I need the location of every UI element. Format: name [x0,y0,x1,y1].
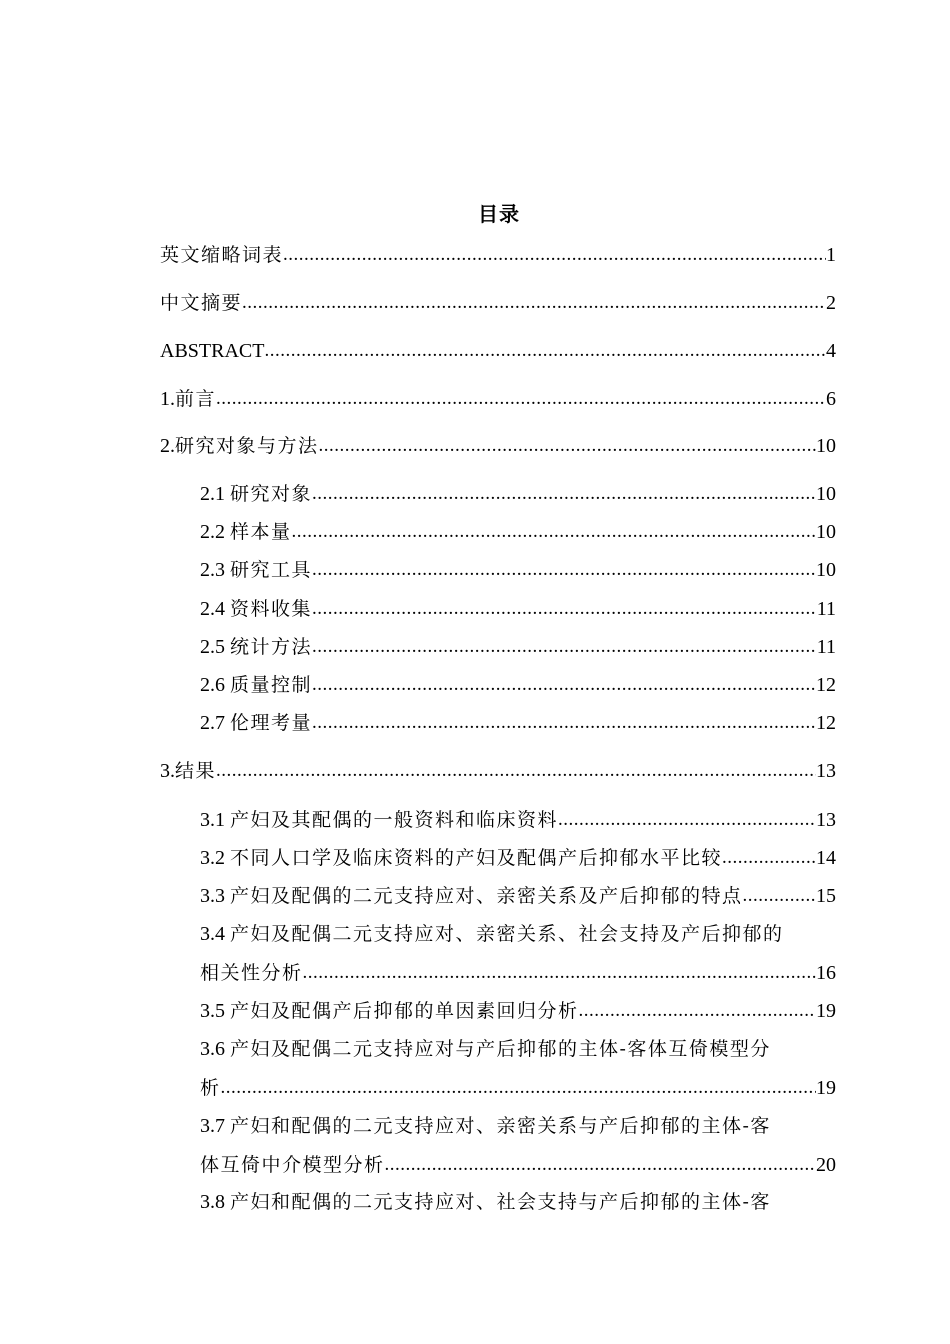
toc-dot-leader [722,843,816,873]
toc-entry-label: 2.4 资料收集 [200,598,313,620]
toc-entry-label: 析 [200,1077,221,1099]
toc-entry-label: ABSTRACT [160,340,265,362]
toc-entry-label: 2.7 伦理考量 [200,712,313,734]
toc-dot-leader [242,288,826,318]
toc-entry-label: 英文缩略词表 [160,244,284,266]
toc-subentry-line1[interactable]: 3.4 产妇及配偶二元支持应对、亲密关系、社会支持及产后抑郁的 [200,923,784,945]
toc-subentry[interactable] [200,805,836,835]
toc-subentry[interactable] [200,881,836,911]
toc-page-number: 19 [816,1000,836,1022]
toc-dot-leader [312,594,817,624]
toc-dot-leader [743,881,816,911]
toc-subentry-line1[interactable]: 3.8 产妇和配偶的二元支持应对、社会支持与产后抑郁的主体-客 [200,1191,771,1213]
toc-entry-label: 2.研究对象与方法 [160,435,319,457]
toc-page-number: 4 [826,340,836,362]
toc-entry-label: 2.1 研究对象 [200,483,313,505]
toc-page-number: 10 [816,435,836,457]
toc-entry-label: 中文摘要 [160,292,243,314]
toc-entry-label: 3.1 产妇及其配偶的一般资料和临床资料 [200,809,559,831]
toc-dot-leader [579,996,816,1026]
toc-page-number: 16 [816,962,836,984]
toc-dot-leader [312,708,816,738]
toc-entry-label: 3.5 产妇及配偶产后抑郁的单因素回归分析 [200,1000,579,1022]
toc-entry[interactable] [160,756,836,786]
toc-page-number: 10 [816,483,836,505]
toc-dot-leader [312,555,816,585]
toc-dot-leader [312,479,816,509]
toc-entry-label: 3.结果 [160,760,217,782]
toc-subentry[interactable] [200,632,836,662]
toc-entry[interactable] [160,336,836,366]
toc-dot-leader [385,1150,816,1180]
toc-entry[interactable] [160,240,836,270]
toc-subentry[interactable] [200,708,836,738]
toc-page-number: 15 [816,885,836,907]
toc-page-number: 19 [816,1077,836,1099]
toc-entry[interactable] [160,288,836,318]
toc-page-number: 10 [816,521,836,543]
toc-dot-leader [312,670,816,700]
toc-entry-label: 2.3 研究工具 [200,559,313,581]
toc-page-number: 2 [826,292,836,314]
toc-dot-leader [216,756,816,786]
toc-page-number: 13 [816,809,836,831]
toc-entry-label: 1.前言 [160,388,217,410]
toc-entry[interactable] [160,431,836,461]
toc-dot-leader [216,384,826,414]
toc-page-number: 12 [816,674,836,696]
toc-page-number: 10 [816,559,836,581]
toc-title: 目录 [478,202,520,226]
toc-dot-leader [283,240,826,270]
toc-subentry[interactable] [200,996,836,1026]
toc-page-number: 1 [826,244,836,266]
toc-dot-leader [292,517,816,547]
toc-page-number: 11 [816,636,836,658]
toc-page-number: 11 [816,598,836,620]
toc-subentry[interactable] [200,843,836,873]
toc-subentry-line1[interactable]: 3.7 产妇和配偶的二元支持应对、亲密关系与产后抑郁的主体-客 [200,1115,771,1137]
toc-entry-label: 2.6 质量控制 [200,674,313,696]
toc-entry-label: 2.2 样本量 [200,521,292,543]
toc-page-number: 6 [826,388,836,410]
toc-page-number: 20 [816,1154,836,1176]
toc-subentry[interactable] [200,958,836,988]
toc-subentry[interactable] [200,479,836,509]
toc-subentry-line1[interactable]: 3.6 产妇及配偶二元支持应对与产后抑郁的主体-客体互倚模型分 [200,1038,771,1060]
toc-dot-leader [319,431,816,461]
toc-subentry[interactable] [200,1073,836,1103]
toc-subentry[interactable] [200,594,836,624]
toc-dot-leader [264,336,826,366]
toc-entry-label: 2.5 统计方法 [200,636,313,658]
toc-dot-leader [312,632,817,662]
toc-entry-label: 3.3 产妇及配偶的二元支持应对、亲密关系及产后抑郁的特点 [200,885,743,907]
toc-subentry[interactable] [200,670,836,700]
toc-entry-label: 体互倚中介模型分析 [200,1154,385,1176]
toc-dot-leader [303,958,816,988]
toc-subentry[interactable] [200,1150,836,1180]
toc-page-number: 13 [816,760,836,782]
toc-page-number: 14 [816,847,836,869]
toc-dot-leader [558,805,816,835]
toc-subentry[interactable] [200,555,836,585]
toc-entry-label: 3.2 不同人口学及临床资料的产妇及配偶产后抑郁水平比较 [200,847,723,869]
toc-dot-leader [221,1073,816,1103]
toc-entry[interactable] [160,384,836,414]
toc-entry-label: 相关性分析 [200,962,303,984]
toc-page-number: 12 [816,712,836,734]
toc-subentry[interactable] [200,517,836,547]
